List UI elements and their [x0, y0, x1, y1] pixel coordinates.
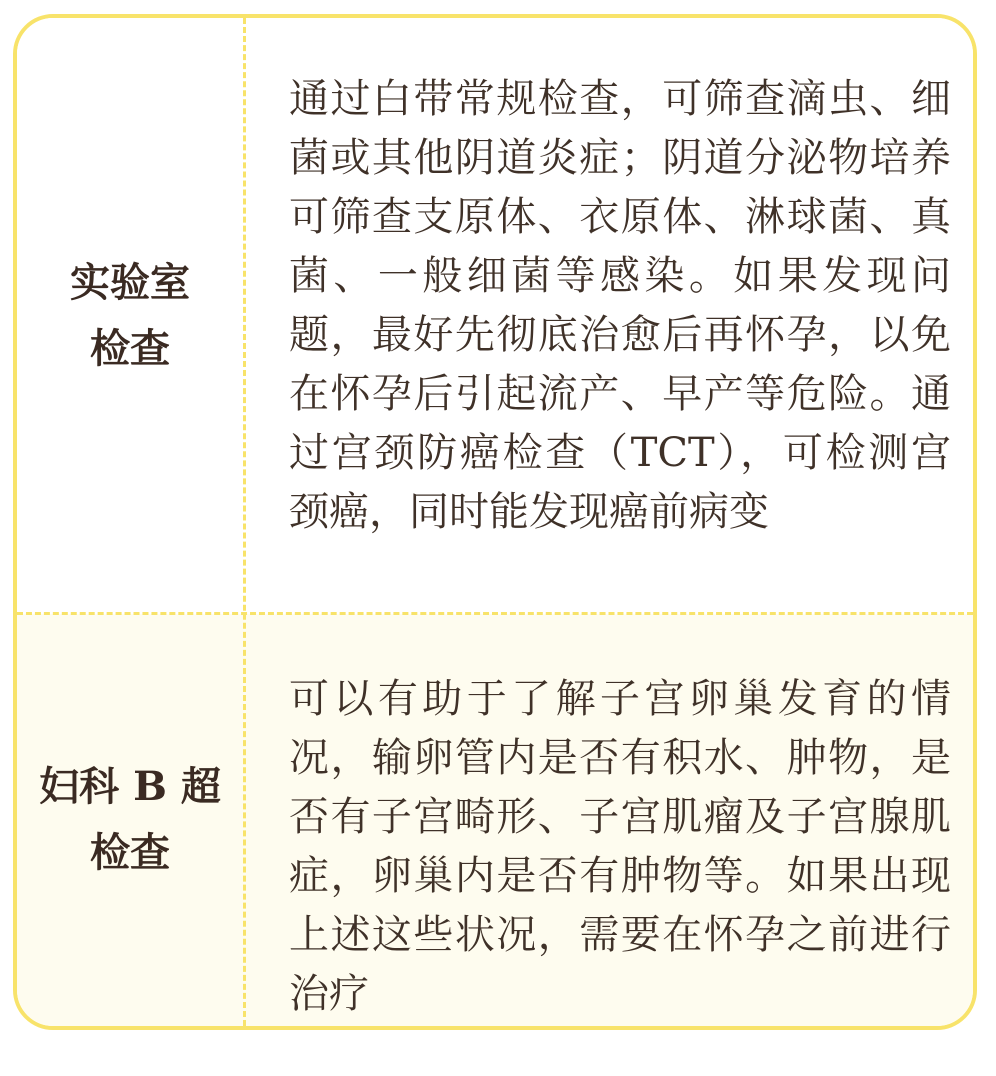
- row-label-line2: 检查: [90, 325, 170, 372]
- column-divider: [243, 18, 246, 1026]
- table-row-lab-exam: [17, 18, 973, 614]
- row-label-line2: 检查: [90, 829, 170, 876]
- exam-table-card: [13, 14, 977, 1030]
- row-label-lab-exam: [17, 18, 243, 614]
- table-row-gyn-ultrasound: [17, 614, 973, 1026]
- row-label-line1: 实验室: [70, 259, 190, 306]
- row-divider: [17, 612, 973, 615]
- row-label-gyn-ultrasound: [17, 614, 243, 1026]
- row-content-gyn-ultrasound: 可以有助于了解子宫卵巢发育的情况，输卵管内是否有积水、肿物，是否有子宫畸形、子宫肌瘤及子宫腺肌症，卵巢内是否有肿物等。如果出现上述这些状况，需要在怀孕之前进行治疗: [289, 676, 951, 1017]
- row-content-lab-exam: 通过白带常规检查，可筛查滴虫、细菌或其他阴道炎症；阴道分泌物培养可筛查支原体、衣原体、淋球菌、真菌、一般细菌等感染。如果发现问题，最好先彻底治愈后再怀孕，以免在怀孕后引起流产、早产等危险。通过宫颈防癌检查（TCT），可检测宫颈癌，同时能发现癌前病变: [289, 76, 951, 535]
- row-label-line1: 妇科 B 超: [39, 763, 221, 810]
